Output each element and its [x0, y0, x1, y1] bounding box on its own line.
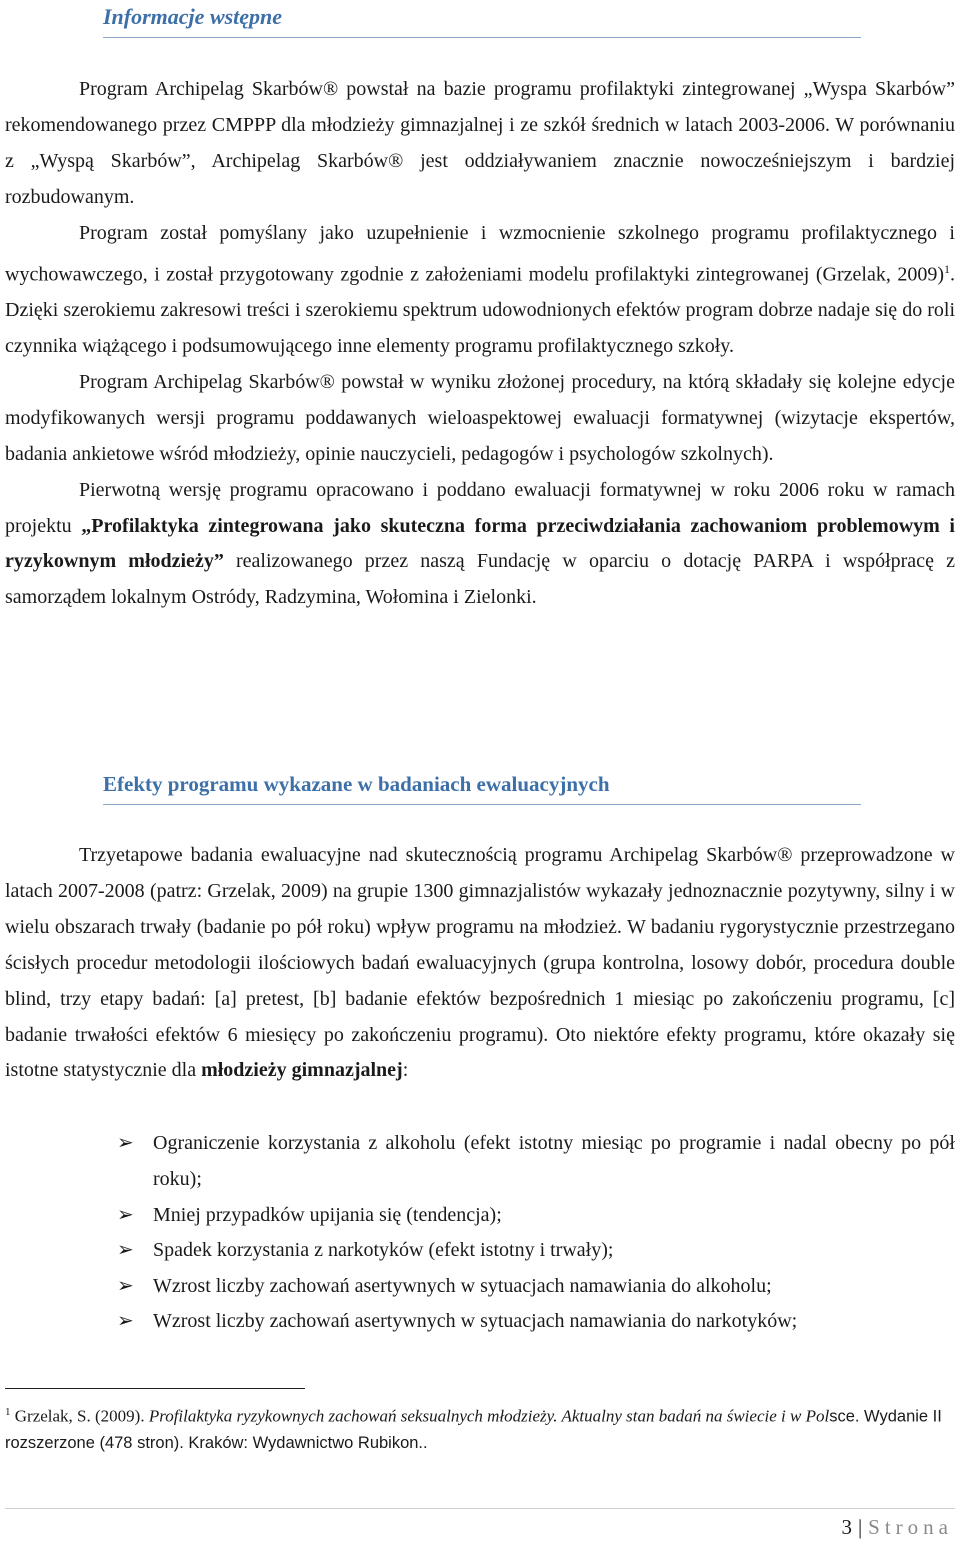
page-label: Strona — [868, 1515, 953, 1539]
list-item-text: Spadek korzystania z narkotyków (efekt istotny i trwały); — [153, 1239, 614, 1261]
footnote-title: Profilaktyka ryzykownych zachowań seksualnych młodzieży. Aktualny stan badań na świecie i w Pol — [148, 1406, 830, 1426]
list-item-text: Mniej przypadków upijania się (tendencja); — [153, 1204, 502, 1226]
arrow-bullet-icon: ➢ — [117, 1204, 134, 1226]
intro-paragraph-4a: Pierwotną wersję programu opracowano i poddano ewaluacji formatywnej w roku 2006 roku w ramach projektu — [5, 478, 955, 537]
arrow-bullet-icon: ➢ — [117, 1310, 134, 1332]
footnote-publication: sce. Wydanie II rozszerzone (478 stron). Kraków: Wydawnictwo Rubikon.. — [5, 1407, 942, 1452]
list-item — [5, 1126, 955, 1198]
intro-paragraph-4b: realizowanego przez naszą Fundację w oparciu o dotację PARPA i współpracę z samorządem lokalnym Ostródy, Radzymina, Wołomina i Zielonki. — [5, 550, 956, 609]
footnote-ref[interactable]: 1 — [944, 261, 950, 276]
project-title: „Profilaktyka zintegrowana jako skuteczna forma przeciwdziałania zachowaniom problemowym i ryzykownym młodzieży” — [5, 514, 955, 573]
footer-separator: | — [857, 1515, 863, 1539]
intro-paragraph-1: Program Archipelag Skarbów® powstał na bazie programu profilaktyki zintegrowanej „Wyspa Skarbów” rekomendowanego przez CMPPP dla młodzieży gimnazjalnej i ze szkół średnich w latach 2003-2006. W porównaniu z „Wyspą Skarbów”, Archipelag Skarbów® jest oddziaływaniem znacznie nowocześniejszym i bardziej rozbudowanym. — [5, 78, 955, 208]
effects-paragraph-b: : — [402, 1059, 409, 1082]
list-item-text: Wzrost liczby zachowań asertywnych w sytuacjach namawiania do alkoholu; — [153, 1275, 772, 1297]
footnote-number: 1 — [5, 1406, 11, 1418]
effects-paragraph — [5, 838, 955, 1089]
list-item-text: Ograniczenie korzystania z alkoholu (efekt istotny miesiąc po programie i nadal obecny po pół roku); — [153, 1132, 955, 1190]
effects-paragraph-a: Trzyetapowe badania ewaluacyjne nad skutecznością programu Archipelag Skarbów® przeprowadzone w latach 2007-2008 (patrz: Grzelak, 2009) na grupie 1300 gimnazjalistów wykazały jednoznacznie pozytywny, silny i w wielu obszarach trwały (badanie po pół roku) wpływ programu na młodzież. W badaniu rygorystycznie przestrzegano ścisłych procedur metodologii ilościowych badań ewaluacyjnych (grupa kontrolna, losowy dobór, procedura double blind, trzy etapy badań: [a] pretest, [b] badanie efektów bezpośrednich 1 miesiąc po zakończeniu programu, [c] badanie trwałości efektów 6 miesięcy po zakończeniu programu). Oto niektóre efekty programu, które okazały się istotne statystycznie dla — [5, 844, 955, 1082]
effects-target-group: młodzieży gimnazjalnej — [201, 1059, 403, 1082]
footer-divider — [5, 1508, 955, 1509]
arrow-bullet-icon: ➢ — [117, 1132, 134, 1154]
section-intro-body — [5, 72, 955, 616]
arrow-bullet-icon: ➢ — [117, 1239, 134, 1261]
list-item-text: Wzrost liczby zachowań asertywnych w sytuacjach namawiania do narkotyków; — [153, 1310, 798, 1332]
footnote-divider — [5, 1388, 305, 1389]
intro-paragraph-3: Program Archipelag Skarbów® powstał w wyniku złożonej procedury, na którą składały się kolejne edycje modyfikowanych wersji programu poddawanych wieloaspektowej ewaluacji formatywnej (wizytacje ekspertów, badania ankietowe wśród młodzieży, opinie nauczycieli, pedagogów i psychologów szkolnych). — [5, 370, 955, 465]
footnote-author: Grzelak, S. (2009). — [10, 1406, 149, 1426]
intro-paragraph-2a: Program został pomyślany jako uzupełnienie i wzmocnienie szkolnego programu profilaktycznego i wychowawczego, i został przygotowany zgodnie z założeniami modelu profilaktyki zintegrowanej (Grzelak, 2009) — [5, 221, 955, 286]
section-heading-effects: Efekty programu wykazane w badaniach ewaluacyjnych — [103, 769, 861, 805]
intro-paragraph-2b: . Dzięki szerokiemu zakresowi treści i szerokiemu spektrum udowodnionych efektów program dobrze nadaje się do roli czynnika wiążącego i podsumowującego inne elementy programu profilaktycznego szkoły. — [5, 263, 955, 357]
footnote — [5, 1400, 955, 1456]
arrow-bullet-icon: ➢ — [117, 1275, 134, 1297]
page-number: 3 — [841, 1515, 852, 1539]
section-heading-intro: Informacje wstępne — [103, 2, 861, 38]
